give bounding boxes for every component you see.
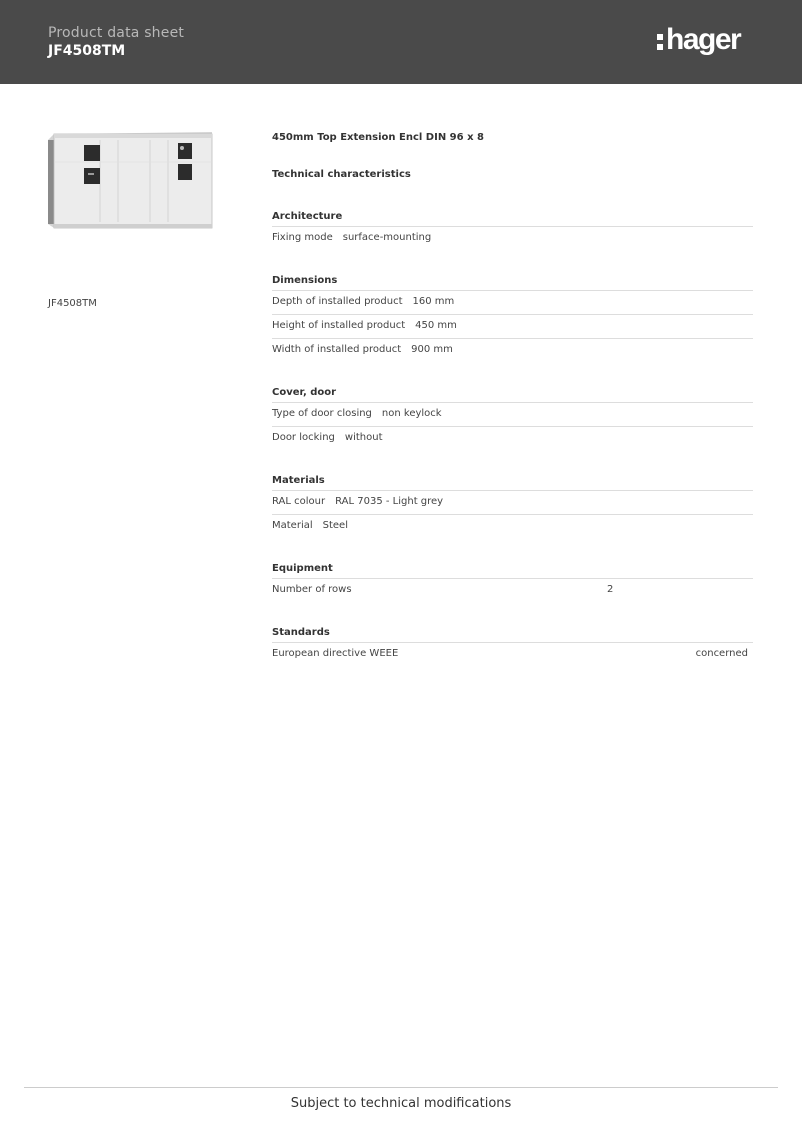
table-row (272, 339, 753, 362)
row-value: Steel (322, 520, 348, 531)
table-row (272, 515, 753, 538)
row-label: Height of installed product (272, 320, 406, 331)
table-row (272, 491, 753, 515)
section-dimensions (272, 274, 753, 362)
row-value: 160 mm (412, 296, 455, 307)
section-title: Cover, door (272, 386, 753, 403)
section-architecture (272, 210, 753, 250)
table-row (272, 579, 753, 602)
logo-wordmark: hager (666, 23, 741, 56)
section-title: Equipment (272, 562, 753, 579)
table-row (272, 643, 753, 666)
section-title: Materials (272, 474, 753, 491)
table-row (272, 403, 753, 427)
product-title: 450mm Top Extension Encl DIN 96 x 8 (272, 132, 484, 143)
row-label: Width of installed product (272, 344, 402, 355)
footer-divider (24, 1087, 778, 1088)
row-label: Type of door closing (272, 408, 372, 419)
row-label: Number of rows (272, 584, 352, 595)
row-value: 900 mm (411, 344, 453, 355)
page-header (0, 0, 802, 84)
product-code-label: JF4508TM (48, 298, 97, 309)
row-label: European directive WEEE (272, 648, 399, 659)
row-value: 450 mm (415, 320, 457, 331)
table-row (272, 315, 753, 339)
table-row (272, 227, 753, 250)
header-product-code: JF4508TM (48, 43, 126, 59)
section-cover-door (272, 386, 753, 450)
characteristics-panel (272, 131, 753, 666)
row-value: RAL 7035 - Light grey (335, 496, 444, 507)
table-row (272, 427, 753, 450)
row-label: Door locking (272, 432, 335, 443)
section-materials (272, 474, 753, 538)
section-title: Dimensions (272, 274, 753, 291)
hager-logo (657, 20, 740, 60)
row-value: concerned (695, 648, 748, 659)
product-image (44, 128, 216, 234)
document-type: Product data sheet (48, 25, 185, 41)
row-value: non keylock (381, 408, 442, 419)
section-standards (272, 626, 753, 666)
row-label: Fixing mode (272, 232, 333, 243)
row-value: 2 (607, 584, 614, 595)
section-title: Architecture (272, 210, 753, 227)
section-title: Standards (272, 626, 753, 643)
section-equipment (272, 562, 753, 602)
logo-colon-icon (657, 32, 663, 52)
row-label: RAL colour (272, 496, 326, 507)
row-value: surface-mounting (342, 232, 432, 243)
row-label: Material (272, 520, 313, 531)
table-row (272, 291, 753, 315)
technical-characteristics-heading: Technical characteristics (272, 169, 411, 180)
row-label: Depth of installed product (272, 296, 403, 307)
row-value: without (344, 432, 383, 443)
footer-notice: Subject to technical modifications (290, 1096, 512, 1111)
